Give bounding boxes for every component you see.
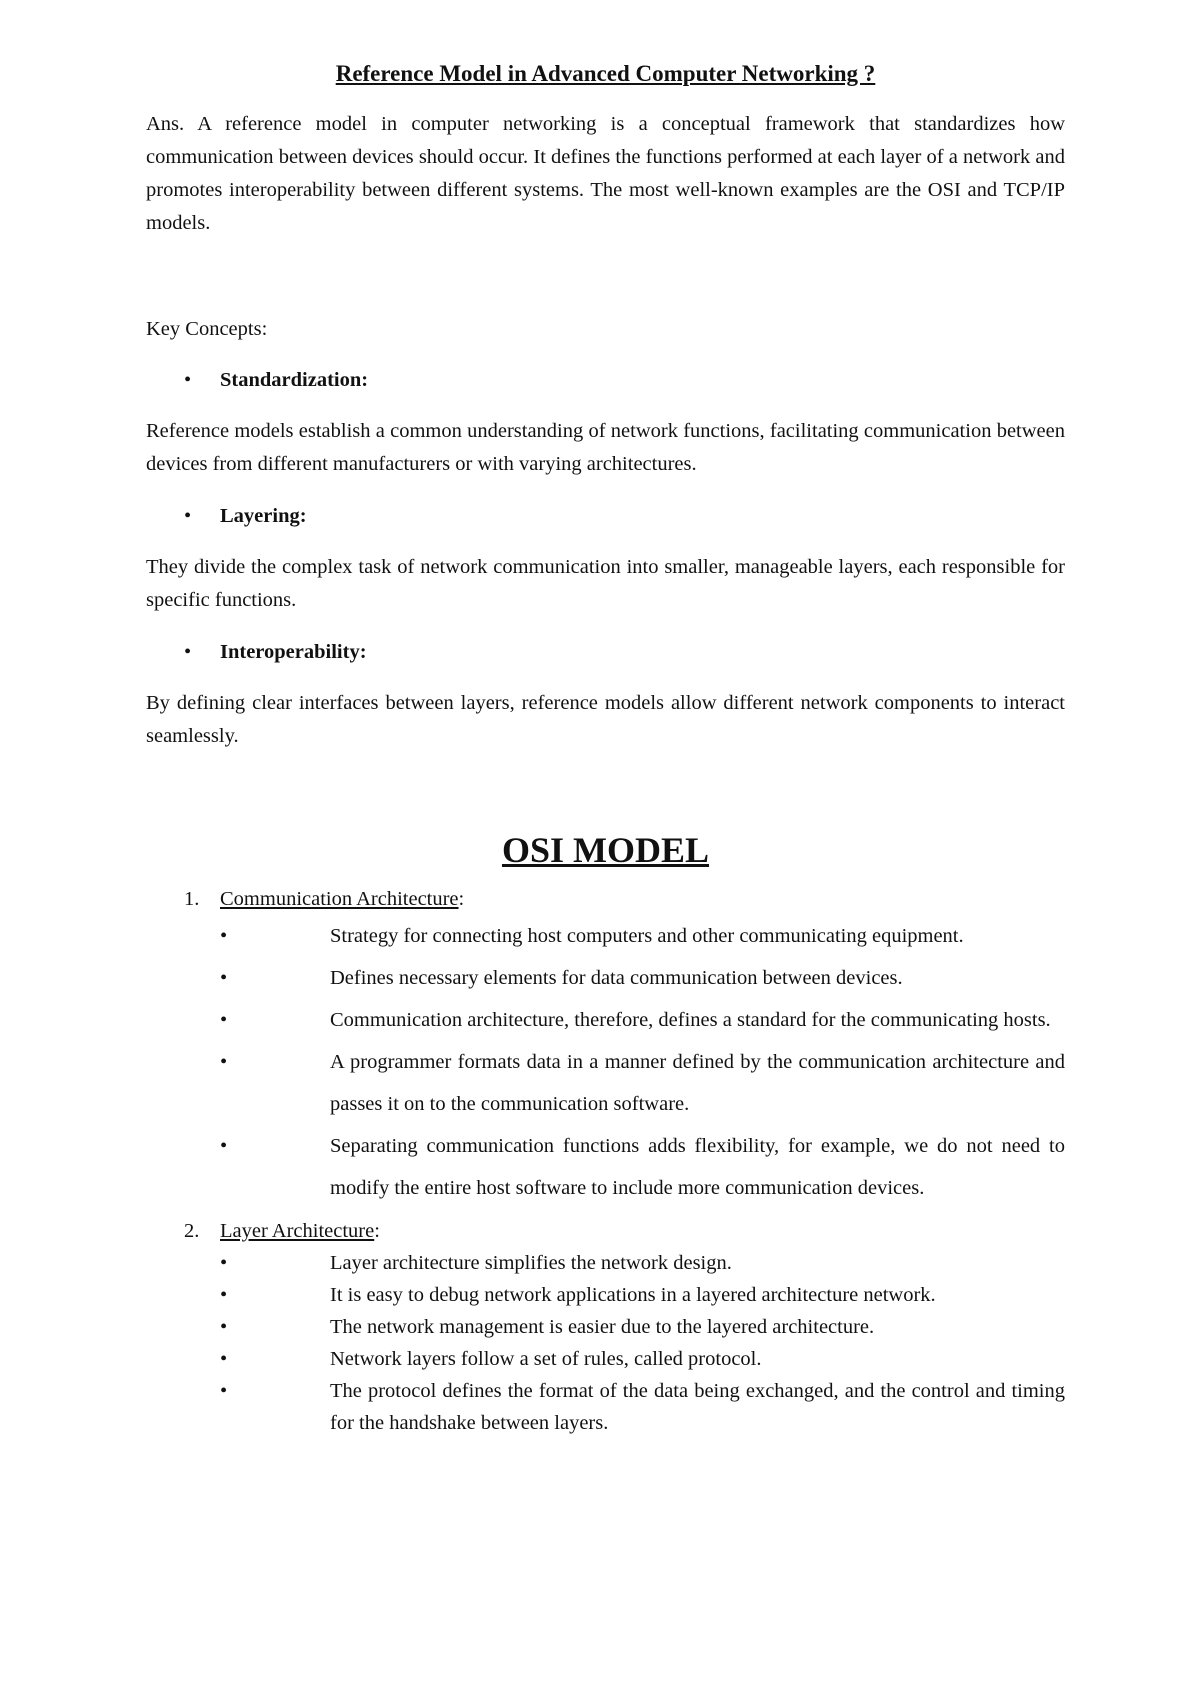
list-item-text: Defines necessary elements for data communication between devices. xyxy=(330,967,903,989)
section-number: 1. xyxy=(184,888,200,910)
concept-heading: Interoperability: xyxy=(220,641,367,663)
list-item-text: The protocol defines the format of the data being exchanged, and the control and timing for the handshake between layers. xyxy=(330,1380,1065,1434)
list-item-text: The network management is easier due to the layered architecture. xyxy=(330,1316,875,1338)
concept-text: Reference models establish a common understanding of network functions, facilitating communication between devices from different manufacturers or with varying architectures. xyxy=(146,420,1065,475)
concept-interoperability xyxy=(146,636,1065,753)
section-point-list xyxy=(146,915,1065,1209)
list-item-text: It is easy to debug network applications in a layered architecture network. xyxy=(330,1284,936,1306)
bullet-icon: • xyxy=(220,1284,228,1306)
list-item xyxy=(146,999,1065,1041)
bullet-icon: • xyxy=(220,1009,228,1031)
concept-heading: Layering: xyxy=(220,505,307,527)
list-item xyxy=(146,1343,1065,1375)
list-item xyxy=(146,1375,1065,1439)
list-item xyxy=(146,1247,1065,1279)
concept-standardization xyxy=(146,364,1065,481)
section-point-list xyxy=(146,1247,1065,1439)
bullet-icon: • xyxy=(220,1135,228,1157)
bullet-icon: • xyxy=(220,1380,228,1402)
list-item-text: Communication architecture, therefore, defines a standard for the communicating hosts. xyxy=(330,1009,1051,1031)
list-item xyxy=(146,957,1065,999)
list-item xyxy=(146,1311,1065,1343)
section-layer-architecture xyxy=(146,1215,1065,1439)
section-suffix: : xyxy=(458,888,465,910)
list-item xyxy=(146,1041,1065,1125)
bullet-icon: • xyxy=(220,1316,228,1338)
list-item-text: Layer architecture simplifies the network design. xyxy=(330,1252,732,1274)
concept-heading: Standardization: xyxy=(220,369,369,391)
list-item-text: Strategy for connecting host computers and other communicating equipment. xyxy=(330,925,964,947)
bullet-icon: • xyxy=(184,369,192,391)
list-item-text: A programmer formats data in a manner defined by the communication architecture and passes it on to the communication software. xyxy=(330,1051,1065,1115)
section-communication-architecture xyxy=(146,883,1065,1209)
document-content xyxy=(146,56,1065,1439)
bullet-icon: • xyxy=(220,1252,228,1274)
section-heading xyxy=(220,1215,380,1247)
section-heading xyxy=(220,883,464,915)
bullet-icon: • xyxy=(220,925,228,947)
document-title: Reference Model in Advanced Computer Networking ? xyxy=(335,61,876,86)
section-number: 2. xyxy=(184,1220,200,1242)
concept-text: They divide the complex task of network communication into smaller, manageable layers, each responsible for specific functions. xyxy=(146,556,1065,611)
bullet-icon: • xyxy=(184,505,192,527)
list-item xyxy=(146,915,1065,957)
osi-model-heading: OSI MODEL xyxy=(501,830,710,870)
list-item xyxy=(146,1279,1065,1311)
bullet-icon: • xyxy=(220,967,228,989)
list-item xyxy=(146,1125,1065,1209)
section-label: Layer Architecture xyxy=(220,1220,375,1242)
section-suffix: : xyxy=(374,1220,380,1242)
list-item-text: Network layers follow a set of rules, called protocol. xyxy=(330,1348,762,1370)
bullet-icon: • xyxy=(184,641,192,663)
list-item-text: Separating communication functions adds flexibility, for example, we do not need to modify the entire host software to include more communication devices. xyxy=(330,1135,1065,1199)
answer-paragraph: Ans. A reference model in computer networking is a conceptual framework that standardizes how communication between devices should occur. It defines the functions performed at each layer of a network and promotes interoperability between different systems. The most well-known examples are the OSI and TCP/IP models. xyxy=(146,113,1065,234)
bullet-icon: • xyxy=(220,1051,228,1073)
key-concepts-label: Key Concepts: xyxy=(146,318,268,340)
bullet-icon: • xyxy=(220,1348,228,1370)
section-label: Communication Architecture xyxy=(220,888,459,910)
concept-layering xyxy=(146,500,1065,617)
concept-text: By defining clear interfaces between layers, reference models allow different network components to interact seamlessly. xyxy=(146,692,1065,747)
